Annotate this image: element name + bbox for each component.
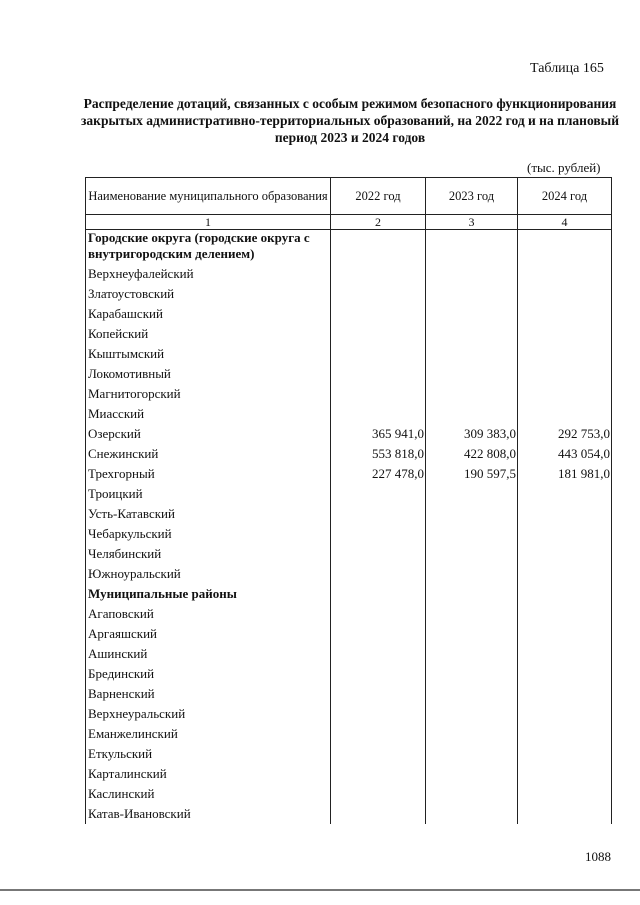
municipality-name: Снежинский — [86, 444, 331, 464]
value-2024 — [518, 304, 612, 324]
value-2022 — [331, 544, 426, 564]
value-2022 — [331, 524, 426, 544]
municipality-name: Трехгорный — [86, 464, 331, 484]
value-2024 — [518, 584, 612, 604]
value-2023 — [426, 804, 518, 824]
value-2022 — [331, 684, 426, 704]
value-2022 — [331, 264, 426, 284]
table-row — [86, 344, 612, 364]
municipality-name: Южноуральский — [86, 564, 331, 584]
municipality-name: Муниципальные районы — [86, 584, 331, 604]
section-row — [86, 230, 612, 265]
table-body — [86, 230, 612, 825]
table-row — [86, 664, 612, 684]
value-2023 — [426, 564, 518, 584]
value-2024: 292 753,0 — [518, 424, 612, 444]
table-row — [86, 524, 612, 544]
municipality-name: Магнитогорский — [86, 384, 331, 404]
table-row — [86, 424, 612, 444]
municipality-name: Златоустовский — [86, 284, 331, 304]
value-2024: 181 981,0 — [518, 464, 612, 484]
value-2024 — [518, 564, 612, 584]
value-2023 — [426, 324, 518, 344]
value-2024: 443 054,0 — [518, 444, 612, 464]
document-title: Распределение дотаций, связанных с особым режимом безопасного функционирования закрытых административно-территориальных образований, на 2022 год и на плановый период 2023 и 2024 годов — [80, 96, 619, 145]
value-2024 — [518, 704, 612, 724]
value-2023 — [426, 504, 518, 524]
value-2022: 227 478,0 — [331, 464, 426, 484]
units-label: (тыс. рублей) — [527, 160, 601, 175]
table-row — [86, 364, 612, 384]
municipality-name: Ашинский — [86, 644, 331, 664]
value-2023 — [426, 284, 518, 304]
table-row — [86, 324, 612, 344]
value-2023 — [426, 644, 518, 664]
value-2022 — [331, 284, 426, 304]
municipality-name: Кыштымский — [86, 344, 331, 364]
page-number: 1088 — [585, 849, 611, 864]
value-2022 — [331, 324, 426, 344]
municipality-name: Варненский — [86, 684, 331, 704]
value-2024 — [518, 744, 612, 764]
value-2023 — [426, 744, 518, 764]
table-row — [86, 784, 612, 804]
value-2024 — [518, 344, 612, 364]
value-2024 — [518, 724, 612, 744]
table-label: Таблица 165 — [530, 61, 604, 76]
value-2022 — [331, 664, 426, 684]
table-row — [86, 504, 612, 524]
value-2024 — [518, 804, 612, 824]
value-2023 — [426, 364, 518, 384]
value-2024 — [518, 784, 612, 804]
value-2022 — [331, 804, 426, 824]
municipality-name: Еманжелинский — [86, 724, 331, 744]
value-2022 — [331, 504, 426, 524]
value-2022 — [331, 384, 426, 404]
header-2023: 2023 год — [426, 178, 518, 215]
value-2024 — [518, 664, 612, 684]
value-2024 — [518, 764, 612, 784]
value-2023 — [426, 484, 518, 504]
municipality-name: Верхнеуфалейский — [86, 264, 331, 284]
municipality-name: Агаповский — [86, 604, 331, 624]
value-2022 — [331, 304, 426, 324]
value-2022 — [331, 724, 426, 744]
value-2024 — [518, 364, 612, 384]
subsidy-table — [85, 177, 612, 824]
table-row — [86, 724, 612, 744]
value-2023 — [426, 384, 518, 404]
municipality-name: Брединский — [86, 664, 331, 684]
header-municipality: Наименование муниципального образования — [86, 178, 331, 215]
municipality-name: Катав-Ивановский — [86, 804, 331, 824]
value-2023 — [426, 304, 518, 324]
header-2024: 2024 год — [518, 178, 612, 215]
municipality-name: Карабашский — [86, 304, 331, 324]
value-2023 — [426, 604, 518, 624]
bottom-rule — [0, 889, 640, 891]
table-row — [86, 464, 612, 484]
column-number: 3 — [426, 215, 518, 230]
municipality-name: Локомотивный — [86, 364, 331, 384]
value-2024 — [518, 484, 612, 504]
municipality-name: Еткульский — [86, 744, 331, 764]
header-row — [86, 178, 612, 215]
value-2023 — [426, 230, 518, 265]
table-row — [86, 764, 612, 784]
municipality-name: Карталинский — [86, 764, 331, 784]
value-2022 — [331, 744, 426, 764]
table-row — [86, 284, 612, 304]
value-2023 — [426, 584, 518, 604]
value-2022 — [331, 584, 426, 604]
value-2022: 365 941,0 — [331, 424, 426, 444]
value-2024 — [518, 264, 612, 284]
value-2023 — [426, 764, 518, 784]
value-2023 — [426, 344, 518, 364]
value-2023 — [426, 684, 518, 704]
value-2024 — [518, 544, 612, 564]
table-row — [86, 804, 612, 824]
value-2023 — [426, 664, 518, 684]
value-2024 — [518, 684, 612, 704]
value-2023: 309 383,0 — [426, 424, 518, 444]
value-2022: 553 818,0 — [331, 444, 426, 464]
value-2023 — [426, 404, 518, 424]
value-2023 — [426, 544, 518, 564]
value-2022 — [331, 604, 426, 624]
value-2023 — [426, 624, 518, 644]
section-row — [86, 584, 612, 604]
value-2022 — [331, 624, 426, 644]
table-row — [86, 744, 612, 764]
table-row — [86, 404, 612, 424]
table-row — [86, 564, 612, 584]
table-row — [86, 704, 612, 724]
value-2022 — [331, 764, 426, 784]
municipality-name: Усть-Катавский — [86, 504, 331, 524]
header-2022: 2022 год — [331, 178, 426, 215]
municipality-name: Каслинский — [86, 784, 331, 804]
value-2024 — [518, 504, 612, 524]
municipality-name: Чебаркульский — [86, 524, 331, 544]
value-2022 — [331, 364, 426, 384]
value-2024 — [518, 624, 612, 644]
value-2022 — [331, 230, 426, 265]
value-2022 — [331, 564, 426, 584]
municipality-name: Городские округа (городские округа с внутригородским делением) — [86, 230, 331, 265]
municipality-name: Озерский — [86, 424, 331, 444]
table-row — [86, 644, 612, 664]
municipality-name: Челябинский — [86, 544, 331, 564]
table-row — [86, 384, 612, 404]
value-2024 — [518, 404, 612, 424]
value-2024 — [518, 230, 612, 265]
value-2024 — [518, 324, 612, 344]
value-2022 — [331, 644, 426, 664]
value-2023 — [426, 784, 518, 804]
municipality-name: Аргаяшский — [86, 624, 331, 644]
value-2022 — [331, 344, 426, 364]
value-2023 — [426, 524, 518, 544]
municipality-name: Миасский — [86, 404, 331, 424]
table-row — [86, 544, 612, 564]
value-2024 — [518, 604, 612, 624]
value-2023: 422 808,0 — [426, 444, 518, 464]
value-2022 — [331, 704, 426, 724]
value-2024 — [518, 524, 612, 544]
column-number: 4 — [518, 215, 612, 230]
value-2023 — [426, 724, 518, 744]
table-row — [86, 624, 612, 644]
value-2023 — [426, 264, 518, 284]
value-2023 — [426, 704, 518, 724]
value-2022 — [331, 784, 426, 804]
value-2022 — [331, 404, 426, 424]
municipality-name: Копейский — [86, 324, 331, 344]
value-2024 — [518, 384, 612, 404]
value-2022 — [331, 484, 426, 504]
table-row — [86, 264, 612, 284]
value-2024 — [518, 644, 612, 664]
column-number: 1 — [86, 215, 331, 230]
municipality-name: Верхнеуральский — [86, 704, 331, 724]
table-row — [86, 484, 612, 504]
table-row — [86, 684, 612, 704]
municipality-name: Троицкий — [86, 484, 331, 504]
column-number-row — [86, 215, 612, 230]
table-row — [86, 304, 612, 324]
table-row — [86, 444, 612, 464]
table-row — [86, 604, 612, 624]
value-2024 — [518, 284, 612, 304]
column-number: 2 — [331, 215, 426, 230]
value-2023: 190 597,5 — [426, 464, 518, 484]
